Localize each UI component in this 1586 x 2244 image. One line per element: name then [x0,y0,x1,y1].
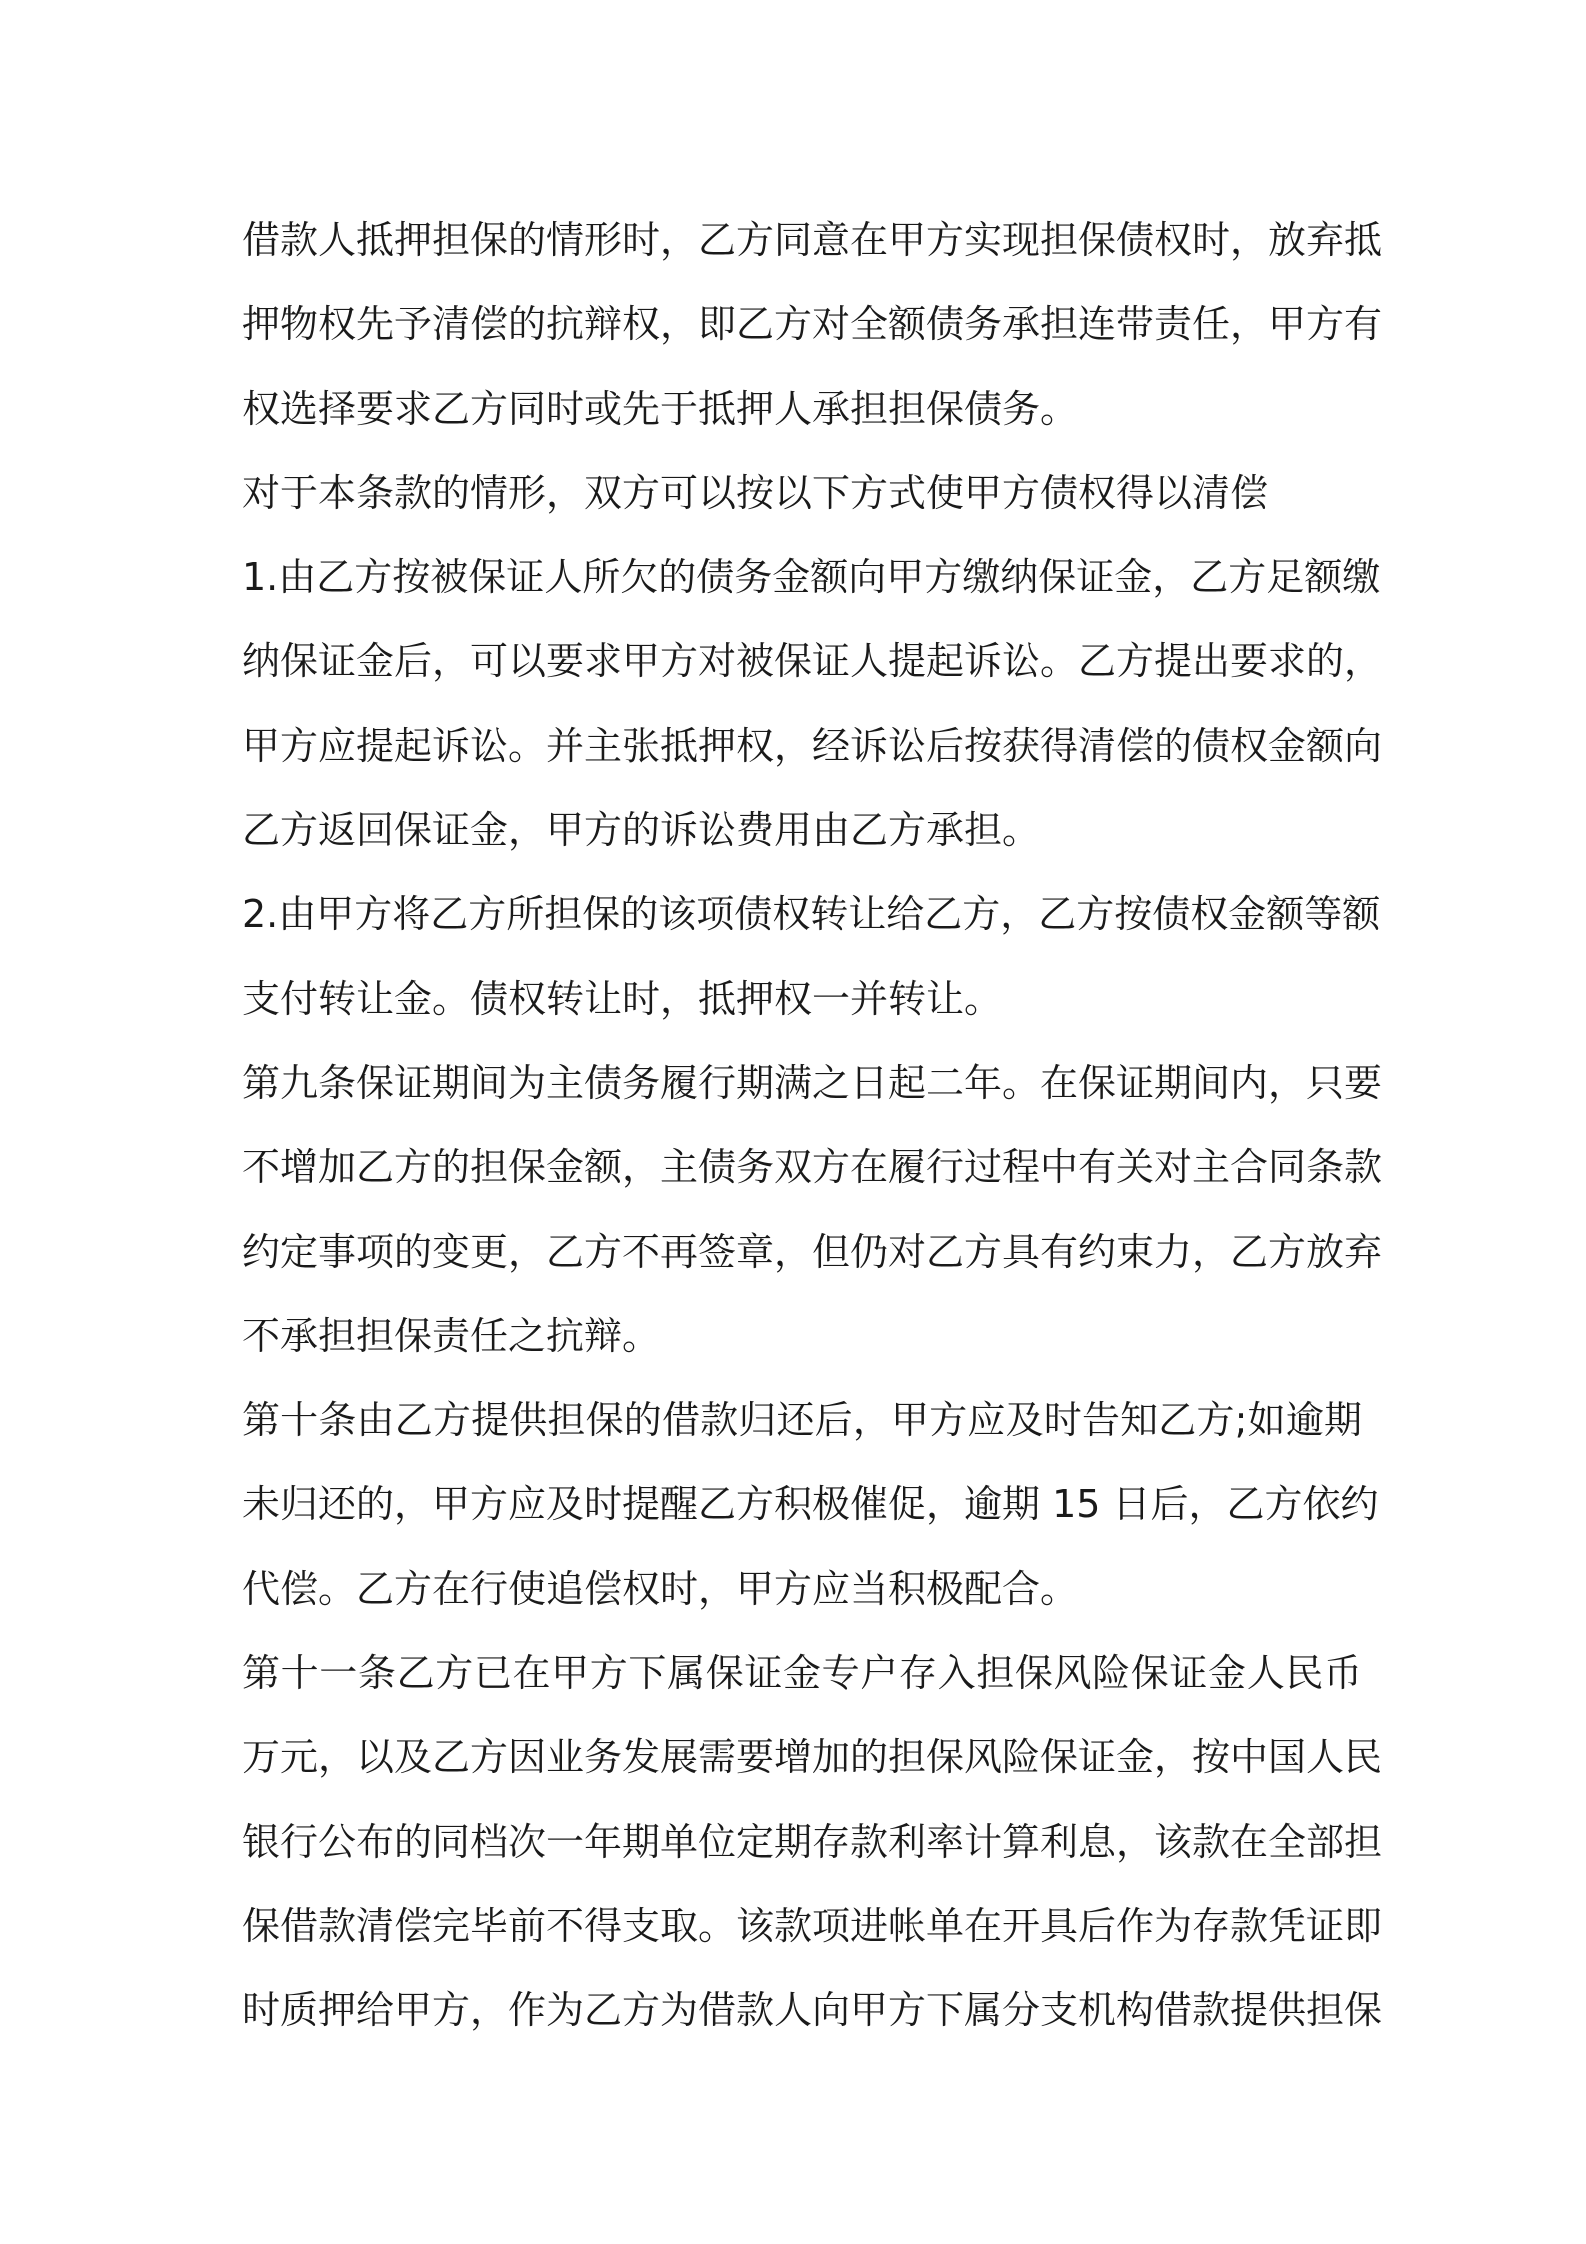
text-line: 借款人抵押担保的情形时，乙方同意在甲方实现担保债权时，放弃抵 [242,218,1383,262]
text-line: 支付转让金。债权转让时，抵押权一并转让。 [242,976,1003,1021]
text-line: 不承担担保责任之抗辩。 [242,1313,661,1358]
text-line: 1.由乙方按被保证人所欠的债务金额向甲方缴纳保证金，乙方足额缴 [242,555,1381,600]
document-body [242,198,1383,2053]
text-line: 第十条由乙方提供担保的借款归还后，甲方应及时告知乙方;如逾期 [242,1398,1362,1443]
text-line: 代偿。乙方在行使追偿权时，甲方应当积极配合。 [242,1566,1079,1611]
text-line: 银行公布的同档次一年期单位定期存款利率计算利息，该款在全部担 [242,1819,1383,1864]
text-line: 2.由甲方将乙方所担保的该项债权转让给乙方，乙方按债权金额等额 [242,892,1381,937]
text-line: 约定事项的变更，乙方不再签章，但仍对乙方具有约束力，乙方放弃 [242,1229,1383,1274]
text-line: 保借款清偿完毕前不得支取。该款项进帐单在开具后作为存款凭证即 [242,1903,1383,1948]
text-line: 权选择要求乙方同时或先于抵押人承担担保债务。 [242,386,1079,431]
text-line: 第九条保证期间为主债务履行期满之日起二年。在保证期间内，只要 [242,1060,1383,1105]
text-line: 不增加乙方的担保金额，主债务双方在履行过程中有关对主合同条款 [242,1145,1383,1190]
text-line: 纳保证金后，可以要求甲方对被保证人提起诉讼。乙方提出要求的， [242,639,1383,684]
text-line: 万元，以及乙方因业务发展需要增加的担保风险保证金，按中国人民 [242,1735,1383,1780]
text-line: 甲方应提起诉讼。并主张抵押权，经诉讼后按获得清偿的债权金额向 [242,723,1383,768]
text-line: 时质押给甲方，作为乙方为借款人向甲方下属分支机构借款提供担保 [242,1988,1383,2033]
text-line: 第十一条乙方已在甲方下属保证金专户存入担保风险保证金人民币 [242,1651,1362,1696]
text-line: 未归还的，甲方应及时提醒乙方积极催促，逾期 15 日后，乙方依约 [242,1482,1379,1527]
text-line: 乙方返回保证金，甲方的诉讼费用由乙方承担。 [242,808,1041,853]
text-line: 押物权先予清偿的抗辩权，即乙方对全额债务承担连带责任，甲方有 [242,302,1383,347]
text-line: 对于本条款的情形，双方可以按以下方式使甲方债权得以清偿 [242,470,1269,515]
